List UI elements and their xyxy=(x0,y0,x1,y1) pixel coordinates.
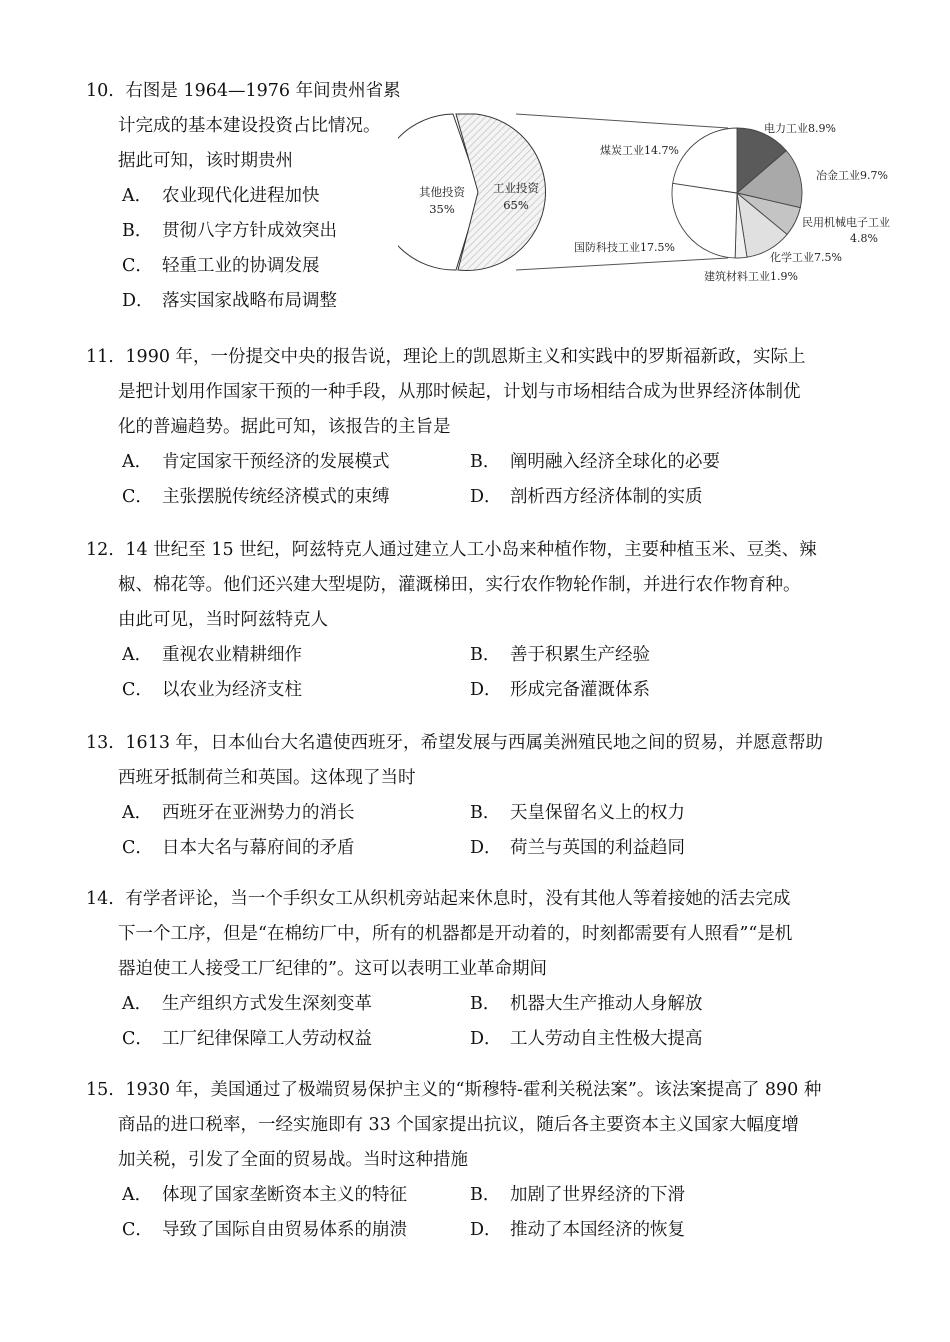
option-d[interactable]: D． 形成完备灌溉体系 xyxy=(470,680,650,700)
question-stem-line: 据此可知，该时期贵州 xyxy=(118,151,293,171)
question-stem-line: 下一个工序，但是“在棉纺厂中，所有的机器都是开动着的，时刻都需要有人照看”“是机 xyxy=(118,924,793,944)
question-stem-line: 西班牙抵制荷兰和英国。这体现了当时 xyxy=(118,768,416,788)
breakdown-slice-defense xyxy=(672,183,737,258)
question-stem-line: 器迫使工人接受工厂纪律的”。这可以表明工业革命期间 xyxy=(118,959,547,979)
breakdown-label-defense: 国防科技工业17.5% xyxy=(574,241,675,254)
option-b[interactable]: B． 阐明融入经济全球化的必要 xyxy=(470,452,720,472)
breakdown-label-machinery-line1: 民用机械电子工业 xyxy=(802,216,890,229)
question-number: 10. xyxy=(86,81,114,101)
option-a[interactable]: A． 农业现代化进程加快 xyxy=(122,186,320,206)
breakdown-slice-coal xyxy=(673,128,737,193)
question-13 xyxy=(86,726,872,866)
pie-value-industrial-investment: 65% xyxy=(503,198,529,212)
option-b[interactable]: B． 天皇保留名义上的权力 xyxy=(470,803,685,823)
question-15 xyxy=(86,1073,872,1248)
connector-line-bottom xyxy=(516,258,728,270)
option-b[interactable]: B． 善于积累生产经验 xyxy=(470,645,650,665)
question-stem-line: 由此可见，当时阿兹特克人 xyxy=(118,610,328,630)
option-d[interactable]: D． 剖析西方经济体制的实质 xyxy=(470,487,703,507)
option-a[interactable]: A． 西班牙在亚洲势力的消长 xyxy=(122,803,355,823)
option-d[interactable]: D． 工人劳动自主性极大提高 xyxy=(470,1029,703,1049)
question-stem-line: 右图是 1964—1976 年间贵州省累 xyxy=(125,81,401,101)
option-b[interactable]: B． 贯彻八字方针成效突出 xyxy=(122,221,337,241)
option-c[interactable]: C． 导致了国际自由贸易体系的崩溃 xyxy=(122,1220,407,1240)
breakdown-label-coal: 煤炭工业14.7% xyxy=(600,144,679,157)
question-stem-line: 化的普遍趋势。据此可知，该报告的主旨是 xyxy=(118,417,451,437)
question-number: 12. xyxy=(86,540,114,560)
option-c[interactable]: C． 工厂纪律保障工人劳动权益 xyxy=(122,1029,372,1049)
breakdown-label-chemical: 化学工业7.5% xyxy=(770,251,842,264)
question-stem-line: 计完成的基本建设投资占比情况。 xyxy=(118,116,381,136)
option-c[interactable]: C． 日本大名与幕府间的矛盾 xyxy=(122,838,355,858)
connector-line-top xyxy=(516,114,728,128)
option-a[interactable]: A． 重视农业精耕细作 xyxy=(122,645,302,665)
question-number: 13. xyxy=(86,733,114,753)
question-12 xyxy=(86,533,872,708)
option-c[interactable]: C． 以农业为经济支柱 xyxy=(122,680,302,700)
option-a[interactable]: A． 体现了国家垄断资本主义的特征 xyxy=(122,1185,407,1205)
option-c[interactable]: C． 轻重工业的协调发展 xyxy=(122,256,320,276)
question-stem-line: 加关税，引发了全面的贸易战。当时这种措施 xyxy=(118,1150,468,1170)
breakdown-label-machinery-value: 4.8% xyxy=(850,232,878,245)
breakdown-label-power: 电力工业8.9% xyxy=(764,122,836,135)
question-10 xyxy=(86,74,406,319)
pie-value-other-investment: 35% xyxy=(429,202,455,216)
option-c[interactable]: C． 主张摆脱传统经济模式的束缚 xyxy=(122,487,390,507)
question-number: 15. xyxy=(86,1080,114,1100)
question-stem-line: 1990 年，一份提交中央的报告说，理论上的凯恩斯主义和实践中的罗斯福新政，实际上 xyxy=(125,347,806,367)
option-a[interactable]: A． 生产组织方式发生深刻变革 xyxy=(122,994,372,1014)
question-stem-line: 椒、棉花等。他们还兴建大型堤防，灌溉梯田，实行农作物轮作制，并进行农作物育种。 xyxy=(118,575,801,595)
investment-pie-chart xyxy=(398,112,908,292)
pie-label-other-investment: 其他投资 xyxy=(419,185,465,199)
question-number: 14. xyxy=(86,889,114,909)
question-stem-line: 1613 年，日本仙台大名遣使西班牙，希望发展与西属美洲殖民地之间的贸易，并愿意帮助 xyxy=(125,733,824,753)
breakdown-pie xyxy=(672,128,802,258)
question-stem-line: 1930 年，美国通过了极端贸易保护主义的“斯穆特-霍利关税法案”。该法案提高了 890 种 xyxy=(125,1080,822,1100)
question-11 xyxy=(86,340,872,515)
breakdown-label-metallurgy: 冶金工业9.7% xyxy=(816,169,888,182)
option-d[interactable]: D． 落实国家战略布局调整 xyxy=(122,291,337,311)
option-b[interactable]: B． 加剧了世界经济的下滑 xyxy=(470,1185,685,1205)
option-a[interactable]: A． 肯定国家干预经济的发展模式 xyxy=(122,452,390,472)
question-stem-line: 商品的进口税率，一经实施即有 33 个国家提出抗议，随后各主要资本主义国家大幅度增 xyxy=(118,1115,799,1135)
question-number: 11. xyxy=(86,347,114,367)
option-d[interactable]: D． 荷兰与英国的利益趋同 xyxy=(470,838,685,858)
option-b[interactable]: B． 机器大生产推动人身解放 xyxy=(470,994,703,1014)
breakdown-label-building-materials: 建筑材料工业1.9% xyxy=(704,270,798,283)
question-stem-line: 是把计划用作国家干预的一种手段，从那时候起，计划与市场相结合成为世界经济体制优 xyxy=(118,382,801,402)
question-stem-line: 有学者评论，当一个手织女工从织机旁站起来休息时，没有其他人等着接她的活去完成 xyxy=(125,889,791,909)
option-d[interactable]: D． 推动了本国经济的恢复 xyxy=(470,1220,685,1240)
question-stem-line: 14 世纪至 15 世纪，阿兹特克人通过建立人工小岛来种植作物，主要种植玉米、豆类、辣 xyxy=(125,540,817,560)
pie-label-industrial-investment: 工业投资 xyxy=(493,181,539,195)
question-14 xyxy=(86,882,872,1057)
